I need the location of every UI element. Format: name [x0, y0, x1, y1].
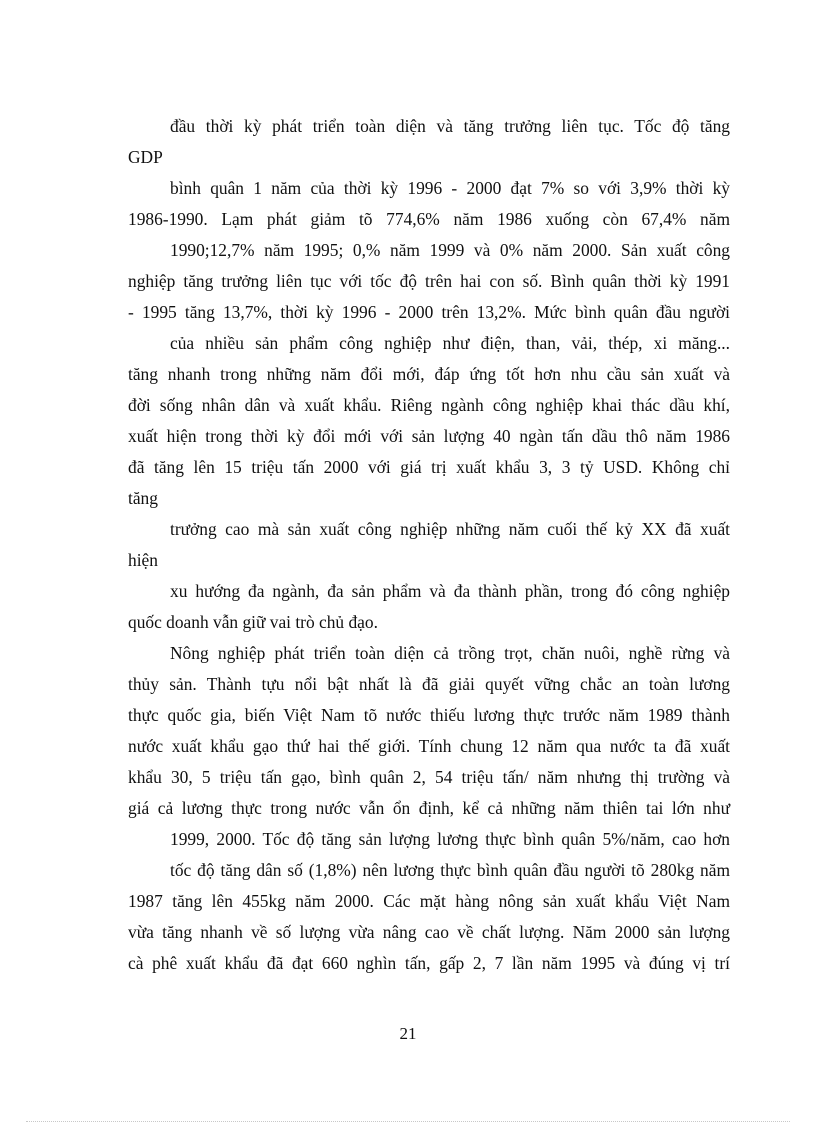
text-line: 1987 tăng lên 455kg năm 2000. Các mặt hàng nông sản xuất khẩu Việt Nam [128, 891, 730, 911]
text-line: tăng nhanh trong những năm đổi mới, đáp ứng tốt hơn nhu cầu sản xuất và [128, 364, 730, 384]
text-line: nghiệp tăng trưởng liên tục với tốc độ trên hai con số. Bình quân thời kỳ 1991 [128, 271, 730, 291]
text-line: hiện [128, 550, 158, 570]
text-line: xu hướng đa ngành, đa sản phẩm và đa thành phần, trong đó công nghiệp [170, 581, 730, 601]
text-line: bình quân 1 năm của thời kỳ 1996 - 2000 đạt 7% so với 3,9% thời kỳ [170, 178, 730, 198]
text-line: thủy sản. Thành tựu nổi bật nhất là đã giải quyết vững chắc an toàn lương [128, 674, 730, 694]
text-line: vừa tăng nhanh về số lượng vừa nâng cao về chất lượng. Năm 2000 sản lượng [128, 922, 730, 942]
text-line: 1990;12,7% năm 1995; 0,% năm 1999 và 0% năm 2000. Sản xuất công [170, 240, 730, 260]
text-line: đã tăng lên 15 triệu tấn 2000 với giá trị xuất khẩu 3, 3 tỷ USD. Không chỉ [128, 457, 730, 477]
text-line: khẩu 30, 5 triệu tấn gạo, bình quân 2, 54 triệu tấn/ năm nhưng thị trường và [128, 767, 730, 787]
text-line: xuất hiện trong thời kỳ đổi mới với sản lượng 40 ngàn tấn dầu thô năm 1986 [128, 426, 730, 446]
page-number: 21 [399, 1024, 417, 1043]
text-line: của nhiều sản phẩm công nghiệp như điện, than, vải, thép, xi măng... [170, 333, 730, 353]
text-line: giá cả lương thực trong nước vẫn ổn định, kể cả những năm thiên tai lớn như [128, 798, 730, 818]
text-line: đầu thời kỳ phát triển toàn diện và tăng trưởng liên tục. Tốc độ tăng [170, 116, 730, 136]
text-line: Nông nghiệp phát triển toàn diện cả trồng trọt, chăn nuôi, nghề rừng và [170, 643, 730, 663]
text-line: - 1995 tăng 13,7%, thời kỳ 1996 - 2000 trên 13,2%. Mức bình quân đầu người [128, 302, 730, 322]
text-line: tăng [128, 488, 158, 508]
text-line: nước xuất khẩu gạo thứ hai thế giới. Tính chung 12 năm qua nước ta đã xuất [128, 736, 730, 756]
text-line: tốc độ tăng dân số (1,8%) nên lương thực bình quân đầu người tõ 280kg năm [170, 860, 730, 880]
text-line: đời sống nhân dân và xuất khẩu. Riêng ngành công nghiệp khai thác dầu khí, [128, 395, 730, 415]
text-line: quốc doanh vẫn giữ vai trò chủ đạo. [128, 612, 378, 632]
text-line: thực quốc gia, biến Việt Nam tõ nước thiếu lương thực trước năm 1989 thành [128, 705, 730, 725]
page-bottom-divider [26, 1121, 790, 1122]
text-line: trưởng cao mà sản xuất công nghiệp những năm cuối thế kỷ XX đã xuất [170, 519, 730, 539]
text-line: 1986-1990. Lạm phát giảm tõ 774,6% năm 1986 xuống còn 67,4% năm [128, 209, 730, 229]
text-line: cà phê xuất khẩu đã đạt 660 nghìn tấn, gấp 2, 7 lần năm 1995 và đúng vị trí [128, 953, 730, 973]
text-line: 1999, 2000. Tốc độ tăng sản lượng lương thực bình quân 5%/năm, cao hơn [170, 829, 730, 849]
text-line: GDP [128, 147, 163, 167]
